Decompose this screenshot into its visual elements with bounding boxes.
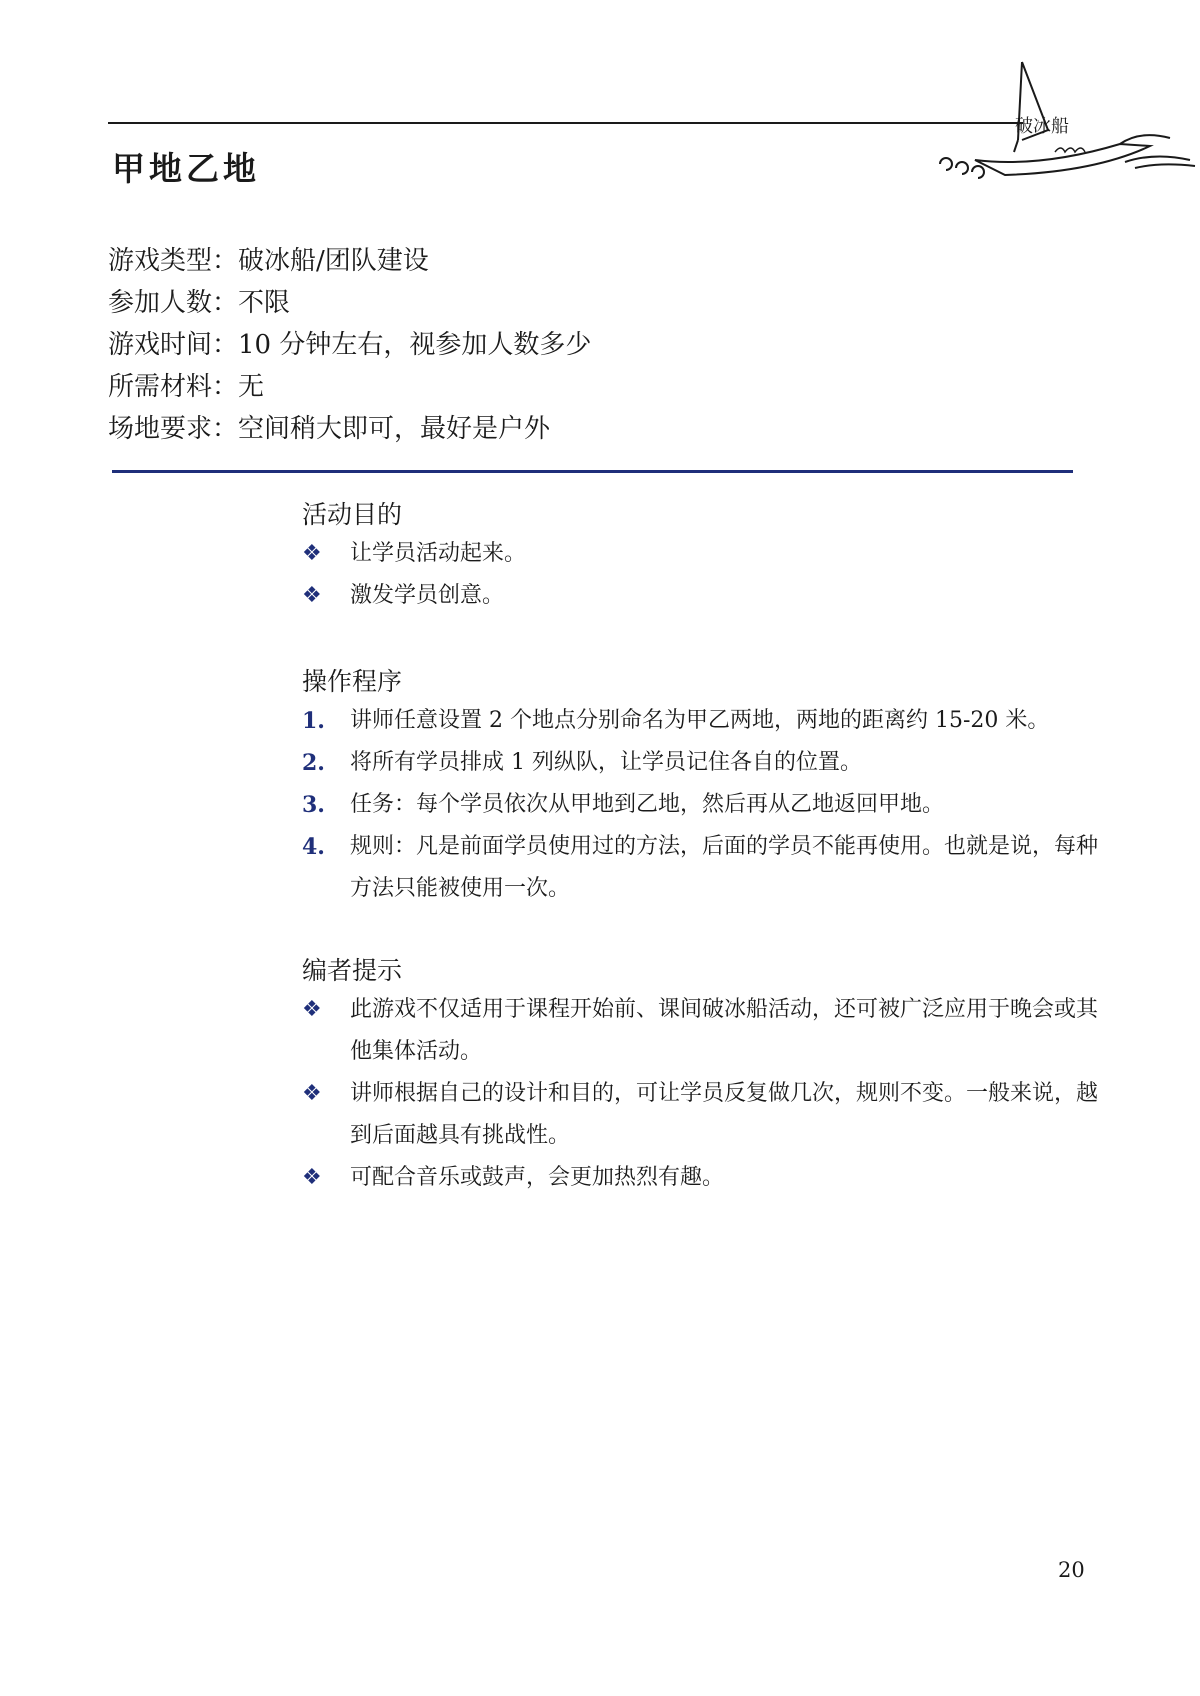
info-participants: 参加人数：不限 xyxy=(108,288,291,318)
info-duration: 游戏时间：10 分钟左右，视参加人数多少 xyxy=(108,330,592,360)
bullet-icon: ❖ xyxy=(302,541,322,566)
info-materials: 所需材料：无 xyxy=(108,372,265,402)
section-divider xyxy=(112,470,1073,473)
step-number: 2. xyxy=(302,750,325,776)
step-number: 4. xyxy=(302,834,325,860)
info-venue: 场地要求：空间稍大即可，最好是户外 xyxy=(108,414,551,444)
note-item: ❖ 可配合音乐或鼓声，会更加热烈有趣。 xyxy=(302,1157,1102,1199)
procedure-step: 1. 讲师任意设置 2 个地点分别命名为甲乙两地，两地的距离约 15-20 米。 xyxy=(302,700,1102,742)
bullet-icon: ❖ xyxy=(302,997,322,1022)
page-number: 20 xyxy=(1058,1558,1085,1582)
procedure-heading: 操作程序 xyxy=(302,667,403,696)
objective-item: ❖ 激发学员创意。 xyxy=(302,575,1102,617)
info-game-type: 游戏类型：破冰船/团队建设 xyxy=(108,246,429,276)
objective-item: ❖ 让学员活动起来。 xyxy=(302,533,1102,575)
header-rule xyxy=(108,122,1023,124)
page-title: 甲地乙地 xyxy=(112,149,260,188)
bullet-icon: ❖ xyxy=(302,583,322,608)
bullet-icon: ❖ xyxy=(302,1081,322,1106)
note-item: ❖ 讲师根据自己的设计和目的，可让学员反复做几次，规则不变。一般来说，越到后面越具有挑战性。 xyxy=(302,1073,1102,1157)
procedure-step: 3. 任务：每个学员依次从甲地到乙地，然后再从乙地返回甲地。 xyxy=(302,784,1102,826)
step-number: 1. xyxy=(302,708,325,734)
procedure-step: 4. 规则：凡是前面学员使用过的方法，后面的学员不能再使用。也就是说，每种方法只能被使用一次。 xyxy=(302,826,1102,910)
note-item: ❖ 此游戏不仅适用于课程开始前、课间破冰船活动，还可被广泛应用于晚会或其他集体活动。 xyxy=(302,989,1102,1073)
objective-heading: 活动目的 xyxy=(302,500,403,529)
logo-text: 破冰船 xyxy=(1015,116,1069,137)
notes-heading: 编者提示 xyxy=(302,956,403,985)
procedure-step: 2. 将所有学员排成 1 列纵队，让学员记住各自的位置。 xyxy=(302,742,1102,784)
bullet-icon: ❖ xyxy=(302,1165,322,1190)
step-number: 3. xyxy=(302,792,325,818)
